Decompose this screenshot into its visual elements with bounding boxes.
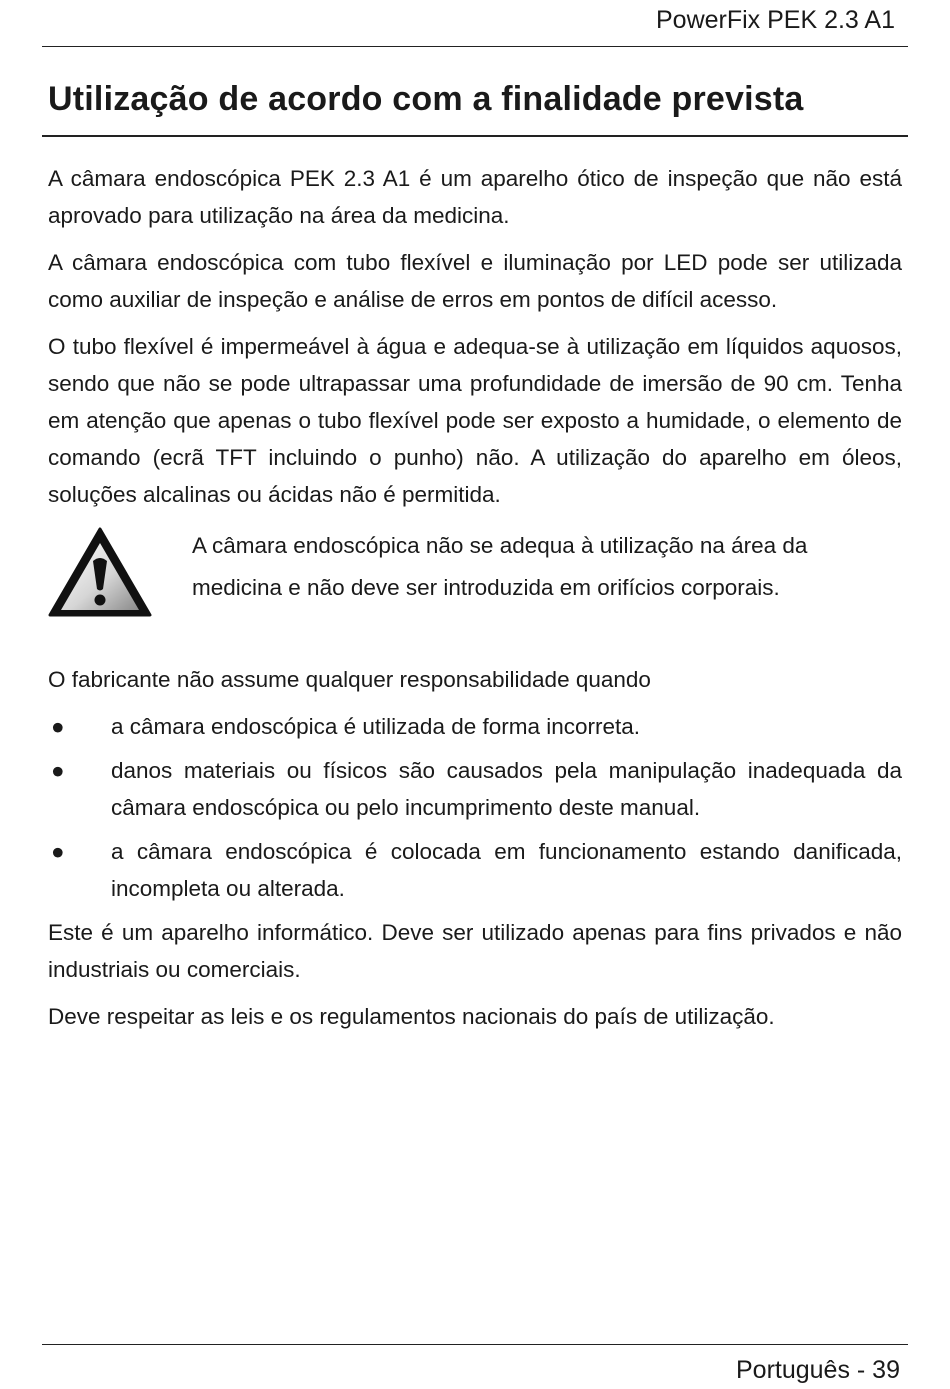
bullet-icon: ● [51,714,65,739]
section-title: Utilização de acordo com a finalidade prevista [48,80,804,118]
list-item [48,752,902,826]
paragraph: A câmara endoscópica com tubo flexível e iluminação por LED pode ser utilizada como auxiliar de inspeção e análise de erros em pontos de difícil acesso. [48,250,902,312]
paragraph: Deve respeitar as leis e os regulamentos nacionais do país de utilização. [48,1004,775,1029]
paragraph: O tubo flexível é impermeável à água e adequa-se à utilização em líquidos aquosos, sendo que não se pode ultrapassar uma profundidade de imersão de 90 cm. Tenha em atenção que apenas o tubo flexível pode ser exposto a humidade, o elemento de comando (ecrã TFT incluindo o punho) não. A utilização do aparelho em óleos, soluções alcalinas ou ácidas não é permitida. [48,334,902,507]
running-header: PowerFix PEK 2.3 A1 [655,6,895,34]
list-item-text: a câmara endoscópica é colocada em funcionamento estando danificada, incompleta ou alterada. [111,839,902,901]
warning-triangle-icon [48,527,152,619]
list-item [48,708,902,745]
bullet-icon: ● [51,839,65,864]
bullet-icon: ● [51,758,65,783]
main-content [48,160,902,1045]
list-item-text: danos materiais ou físicos são causados pela manipulação inadequada da câmara endoscópica ou pelo incumprimento deste manual. [111,758,902,820]
header-divider [42,46,908,47]
footer-divider [42,1344,908,1345]
liability-list [48,708,902,907]
paragraph: Este é um aparelho informático. Deve ser utilizado apenas para fins privados e não industriais ou comerciais. [48,920,902,982]
paragraph: A câmara endoscópica PEK 2.3 A1 é um aparelho ótico de inspeção que não está aprovado para utilização na área da medicina. [48,166,902,228]
page-footer: Português - 39 [736,1356,900,1384]
list-item-text: a câmara endoscópica é utilizada de forma incorreta. [111,714,641,739]
list-item [48,833,902,907]
warning-text: A câmara endoscópica não se adequa à utilização na área da medicina e não deve ser introduzida em orifícios corporais. [192,533,808,600]
liability-intro: O fabricante não assume qualquer responsabilidade quando [48,667,651,692]
title-divider [42,135,908,137]
warning-note [48,527,902,619]
